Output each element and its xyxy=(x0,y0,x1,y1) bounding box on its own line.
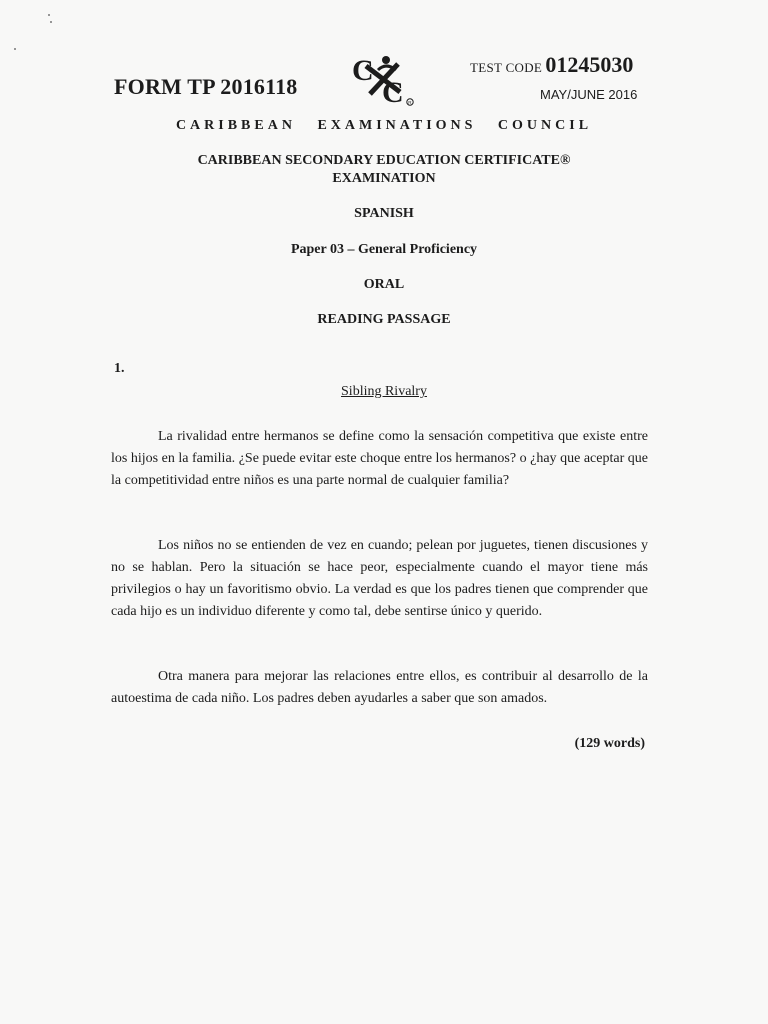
word-count: (129 words) xyxy=(574,736,645,751)
scan-speck xyxy=(48,14,50,16)
test-code-label: TEST CODE xyxy=(470,60,543,75)
passage-paragraph-2: Los niños no se entienden de vez en cuando; pelean por juguetes, tienen discusiones y no se hablan. Pero la situación se hace peor, especialmente cuando el mayor tiene más privilegios o hay un favoritismo obvio. La verdad es que los padres tienen que comprender que cada hijo es un individuo diferente y como tal, debe sentirse único y querido. xyxy=(111,538,648,619)
svg-text:C: C xyxy=(352,54,374,87)
paper-title: Paper 03 – General Proficiency xyxy=(290,242,478,257)
test-code xyxy=(470,52,633,78)
question-number: 1. xyxy=(114,361,125,376)
component-title: ORAL xyxy=(363,277,405,292)
passage-title: Sibling Rivalry xyxy=(341,384,427,399)
scan-speck xyxy=(50,21,52,23)
certificate-title-line2: EXAMINATION xyxy=(332,171,436,186)
passage-paragraph-1: La rivalidad entre hermanos se define como la sensación competitiva que existe entre los hijos en la familia. ¿Se puede evitar este choque entre los hermanos? o ¿hay que aceptar que la competitividad entre niños es una parte normal de cualquier familia? xyxy=(111,429,648,488)
council-name: CARIBBEAN EXAMINATIONS COUNCIL xyxy=(175,118,593,133)
section-title: READING PASSAGE xyxy=(317,312,451,327)
cxc-logo xyxy=(352,52,414,106)
scan-speck xyxy=(14,48,16,50)
form-code: FORM TP 2016118 xyxy=(114,74,298,99)
svg-text:C: C xyxy=(382,76,404,106)
svg-text:R: R xyxy=(408,100,412,105)
certificate-title: CARIBBEAN SECONDARY EDUCATION CERTIFICATE® xyxy=(197,153,571,168)
passage-paragraph-3: Otra manera para mejorar las relaciones entre ellos, es contribuir al desarrollo de la autoestima de cada niño. Los padres deben ayudarles a saber que son amados. xyxy=(111,669,648,706)
test-code-number: 01245030 xyxy=(545,52,634,77)
subject-title: SPANISH xyxy=(354,206,414,221)
exam-session: MAY/JUNE 2016 xyxy=(540,87,638,102)
